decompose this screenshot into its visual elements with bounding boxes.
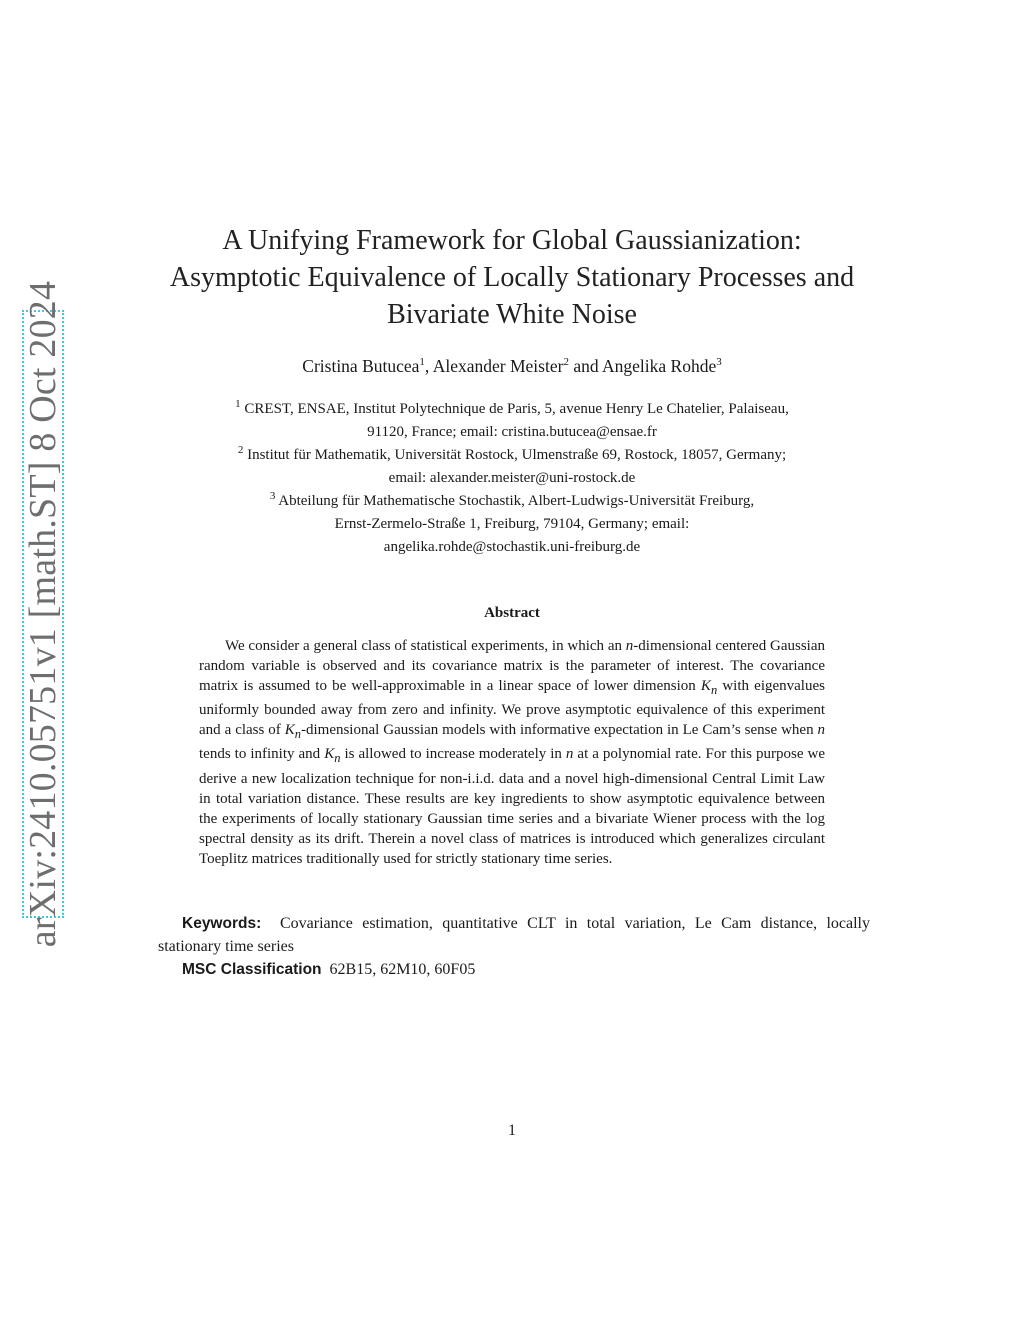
abstract-text: at a polynomial rate. For this purpose we derive a new localization technique for non-i.i.d. data and a novel high-dimensional Central Limit Law in total variation distance. These results are key ingredients to show asymptotic equivalence between the experiments of locally stationary Gaussian time series and a bivariate Wiener process with the log spectral density as its drift. Therein a novel class of matrices is introduced which generalizes circulant Toeplitz matrices traditionally used for strictly stationary time series. (199, 746, 825, 867)
author-separator: , (424, 356, 433, 376)
author-name: Alexander Meister (432, 356, 564, 376)
abstract-text: is allowed to increase moderately in (340, 746, 566, 763)
affiliation-mark: 3 (269, 490, 276, 502)
affiliation-mark: 3 (716, 356, 722, 369)
abstract-heading: Abstract (484, 605, 540, 621)
math-n: n (565, 746, 574, 763)
affiliation-text: Abteilung für Mathematische Stochastik, Albert-Ludwigs-Universität Freiburg, (278, 493, 755, 509)
author-separator: and (568, 356, 602, 376)
math-K: K (700, 678, 711, 695)
abstract-text: tends to infinity and (199, 746, 325, 763)
affiliation-2 (150, 444, 874, 490)
affiliation-line (150, 398, 874, 421)
arxiv-identifier-text: arXiv:2410.05751v1 [math.ST] 8 Oct 2024 (22, 280, 64, 948)
affiliation-line (150, 490, 874, 513)
author-list (140, 354, 884, 378)
affiliation-mark: 2 (237, 444, 244, 456)
abstract-text: -dimensional Gaussian models with informative expectation in Le Cam’s sense when (300, 722, 818, 739)
math-n: n (625, 638, 634, 654)
math-K: K (324, 746, 335, 763)
math-subscript: n (294, 727, 301, 742)
affiliation-mark: 1 (235, 398, 241, 410)
keywords-section (158, 912, 870, 958)
affiliation-line: angelika.rohde@stochastik.uni-freiburg.de (383, 539, 641, 555)
abstract-text: We consider a general class of statistical experiments, in which an (225, 638, 626, 654)
affiliation-3 (150, 490, 874, 559)
affiliation-mark: 2 (563, 356, 569, 369)
affiliation-line: Ernst-Zermelo-Straße 1, Freiburg, 79104, Germany; email: (334, 516, 690, 532)
affiliation-1 (150, 398, 874, 444)
msc-label: MSC Classification (182, 961, 322, 978)
keywords-text: Covariance estimation, quantitative CLT in total variation, Le Cam distance, locally stationary time series (158, 915, 871, 955)
msc-classification (182, 958, 872, 981)
math-n: n (817, 722, 826, 739)
affiliation-text: Institut für Mathematik, Universität Rostock, Ulmenstraße 69, Rostock, 18057, Germany; (247, 447, 787, 463)
keywords-label: Keywords: (182, 915, 262, 932)
abstract-text: with eigenvalues uniformly bounded away from zero and infinity. We prove asymptotic equivalence of this experiment and a class of (199, 678, 825, 739)
title-line-2: Asymptotic Equivalence of Locally Stationary Processes and (169, 262, 855, 293)
author-name: Cristina Butucea (302, 356, 420, 376)
paper-title (140, 222, 884, 333)
math-K: K (284, 722, 295, 739)
affiliation-line: 91120, France; email: cristina.butucea@ensae.fr (367, 424, 657, 440)
affiliation-text: CREST, ENSAE, Institut Polytechnique de Paris, 5, avenue Henry Le Chatelier, Palaiseau, (244, 401, 789, 417)
page-number: 1 (508, 1122, 516, 1139)
title-line-3: Bivariate White Noise (387, 299, 637, 330)
arxiv-identifier-stamp[interactable] (22, 280, 64, 948)
title-line-1: A Unifying Framework for Global Gaussianization: (222, 225, 802, 256)
math-subscript: n (710, 683, 718, 698)
author-name: Angelika Rohde (602, 356, 717, 376)
affiliations (150, 398, 874, 559)
abstract-text: -dimensional centered Gaussian random variable is observed and its covariance matrix is the parameter of interest. The covariance matrix is assumed to be well-approximable in a linear space of lower dimension (199, 638, 825, 695)
math-subscript: n (334, 751, 341, 766)
affiliation-mark: 1 (419, 356, 425, 369)
abstract-body (199, 636, 825, 869)
msc-codes: 62B15, 62M10, 60F05 (329, 961, 476, 978)
affiliation-line (150, 444, 874, 467)
affiliation-line: email: alexander.meister@uni-rostock.de (388, 470, 636, 486)
